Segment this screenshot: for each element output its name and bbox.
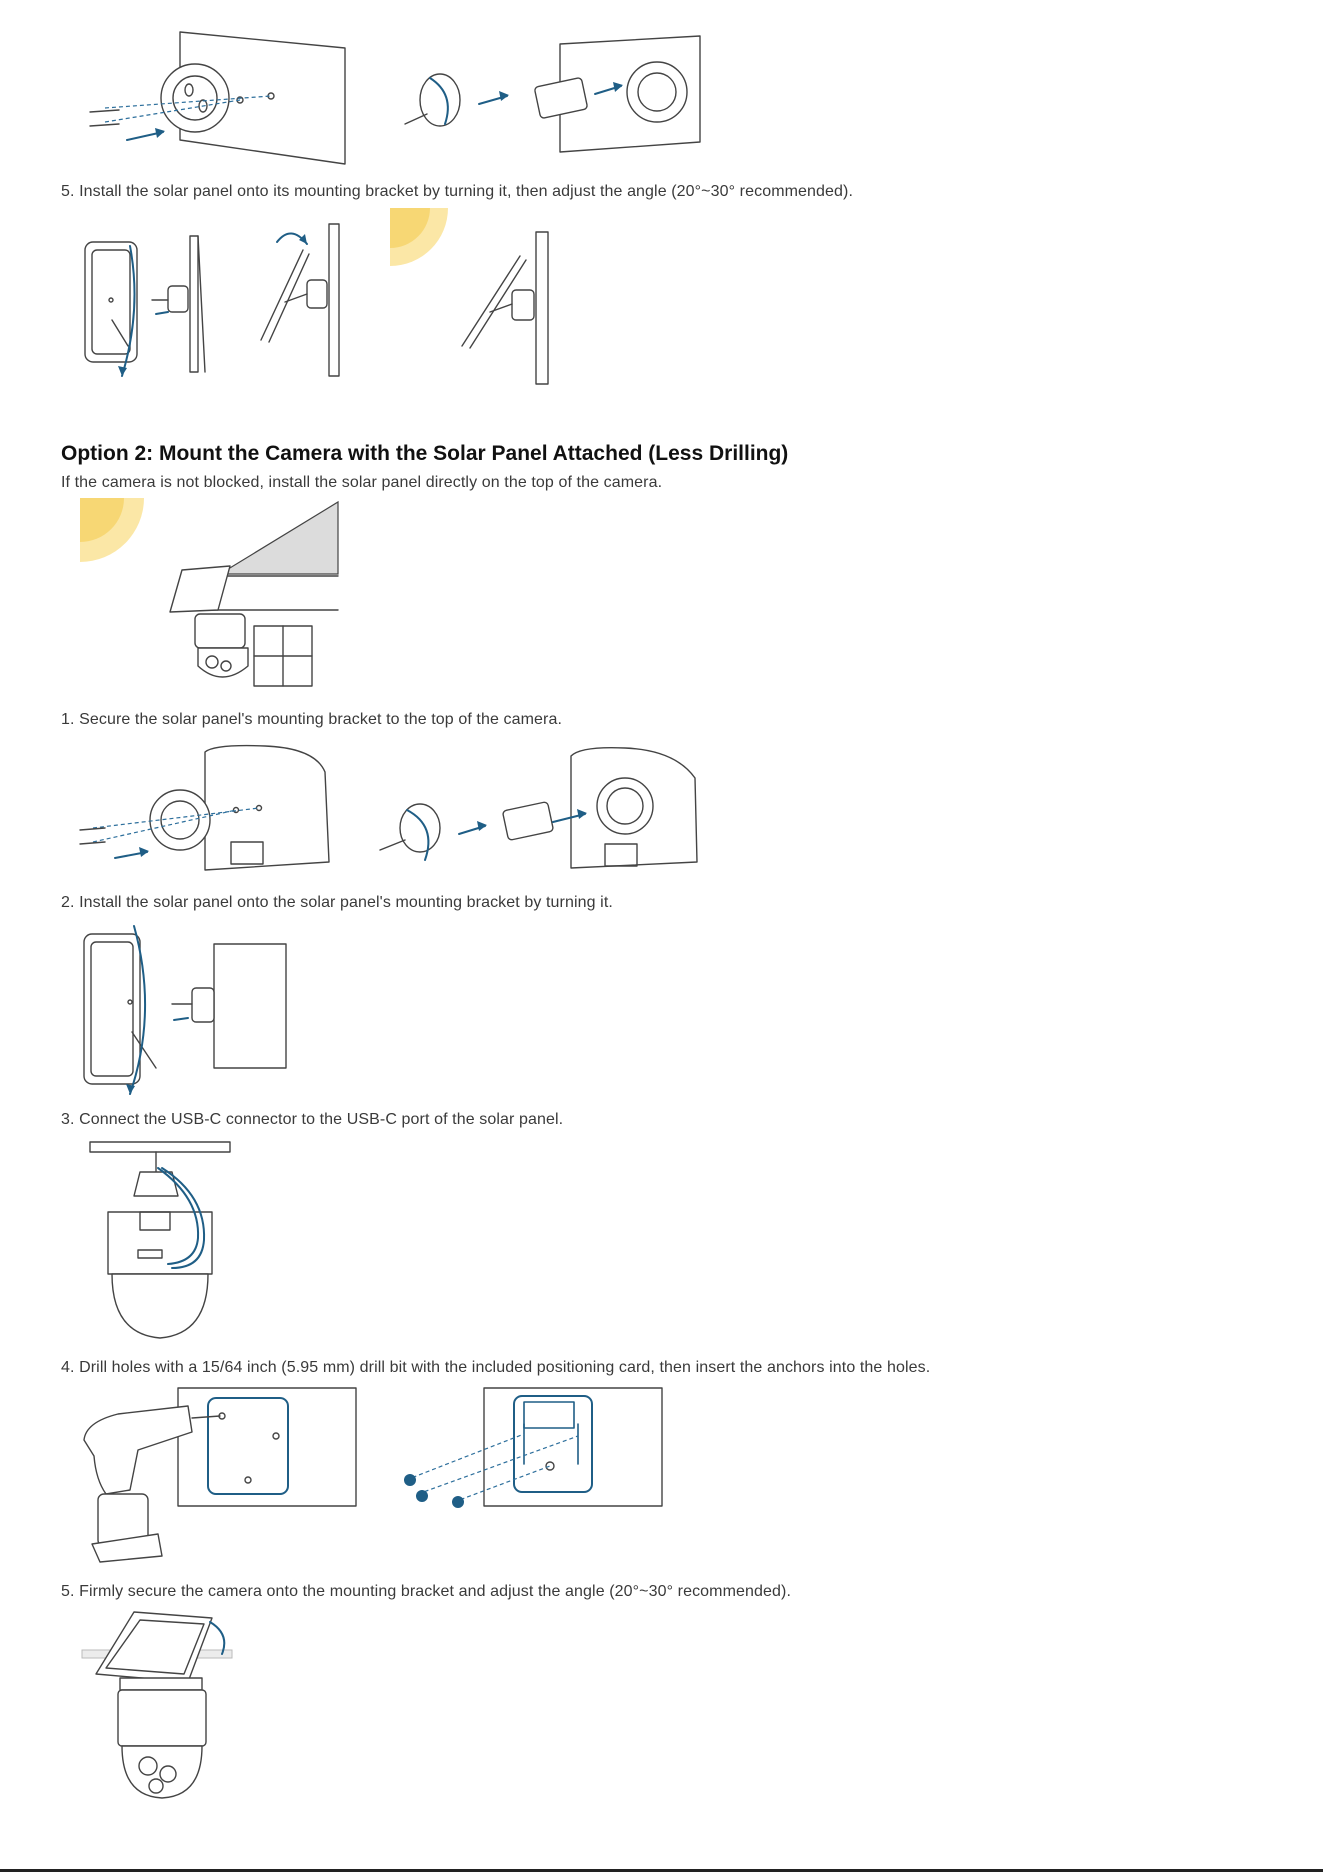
drilling-holes-illustration (78, 1384, 360, 1564)
wall-bracket-screw-illustration (85, 28, 355, 168)
usbc-connection-illustration (88, 1138, 238, 1348)
step4-instruction: 4. Drill holes with a 15/64 inch (5.95 mm) drill bit with the included positioning card, then insert the anchors into the holes. (61, 1359, 931, 1376)
final-panel-angle-illustration (390, 208, 570, 388)
panel-rotation-illustration (80, 230, 215, 378)
step5-instruction: 5. Firmly secure the camera onto the mounting bracket and adjust the angle (20°~30° recommended). (61, 1583, 791, 1600)
option2-intro: If the camera is not blocked, install the solar panel directly on the top of the camera. (61, 474, 663, 491)
panel-onto-bracket-illustration (80, 922, 295, 1098)
step2-instruction: 2. Install the solar panel onto the solar panel's mounting bracket by turning it. (61, 894, 613, 911)
panel-tilt-illustration (245, 222, 355, 378)
step3-instruction: 3. Connect the USB-C connector to the USB-C port of the solar panel. (61, 1111, 564, 1128)
camera-with-panel-overview (80, 498, 350, 692)
bracket-assembly-illustration (395, 34, 705, 164)
step1-instruction: 1. Secure the solar panel's mounting bracket to the top of the camera. (61, 711, 563, 728)
bracket-connector-to-camera-illustration (375, 744, 705, 874)
camera-angle-adjust-illustration (80, 1610, 250, 1800)
bracket-to-camera-screws-illustration (75, 742, 335, 872)
option2-heading: Option 2: Mount the Camera with the Solar Panel Attached (Less Drilling) (61, 442, 789, 465)
anchor-insertion-illustration (398, 1384, 666, 1514)
step5-option1-instruction: 5. Install the solar panel onto its mounting bracket by turning it, then adjust the angle (20°~30° recommended). (61, 183, 854, 200)
